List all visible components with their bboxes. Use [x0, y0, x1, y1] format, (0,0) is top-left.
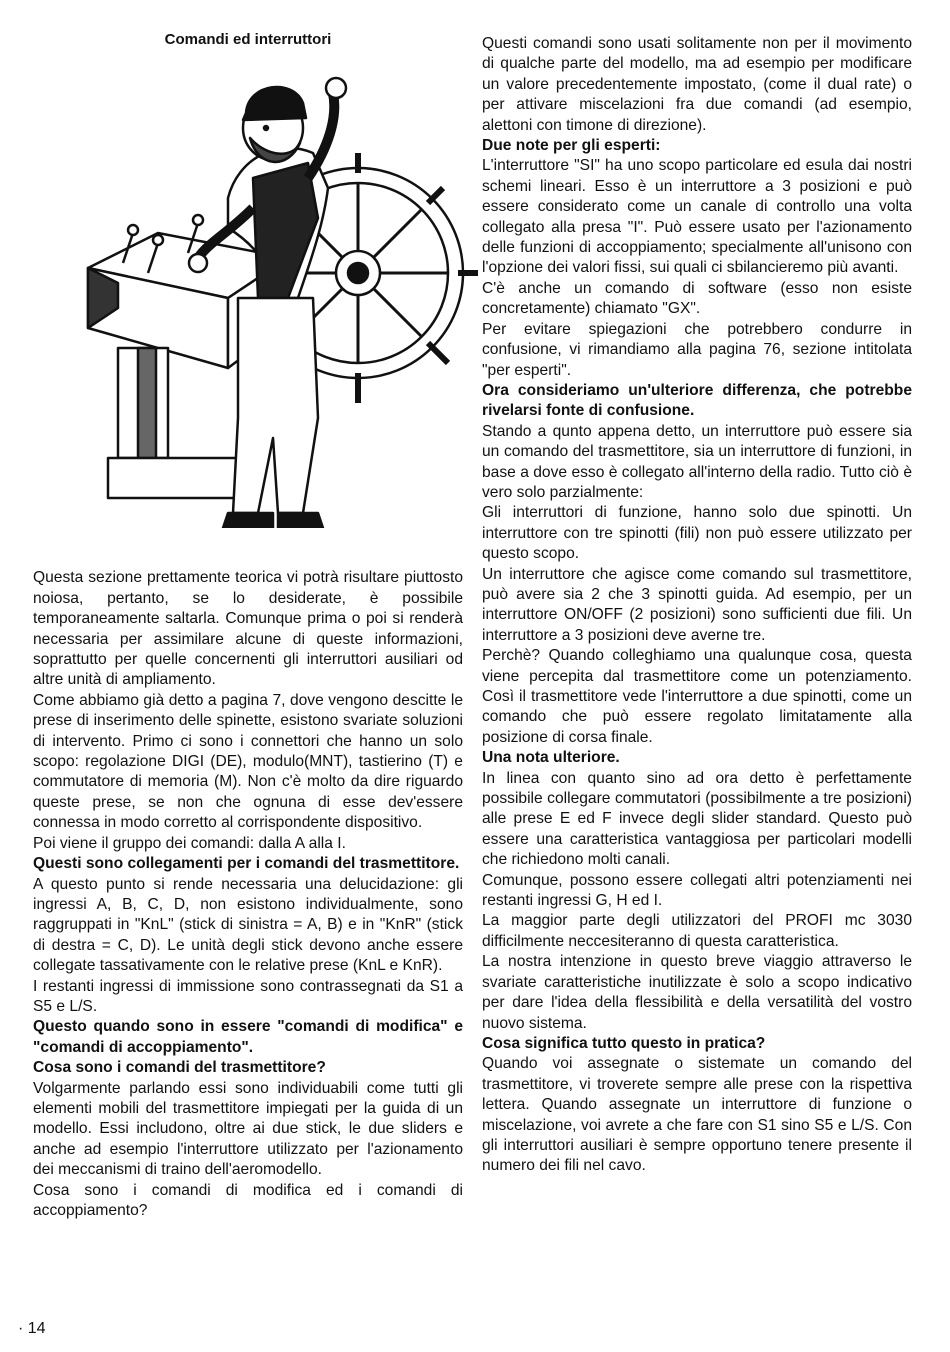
body-paragraph: L'interruttore "SI" ha uno scopo particolare ed esula dai nostri schemi lineari. Esso è un interruttore a 3 posizioni e può essere considerato come un canale di controllo una volta collegato alla presa "I". Può essere usato per l'azionamento delle funzioni di accoppiamento; specialmente all'unisono con l'opzione dei valori fissi, sui quali ci sbilancieremo più avanti. — [482, 157, 912, 277]
body-paragraph: Un interruttore che agisce come comando sul trasmettitore, può avere sia 2 che 3 spinotti guida. Ad esempio, per un interruttore ON/OFF (2 posizioni) sono sufficienti due fili. Un interruttore a 3 posizioni deve averne tre. — [482, 565, 912, 644]
subheading: Ora consideriamo un'ulteriore differenza, che potrebbe rivelarsi fonte di confusione. — [482, 381, 912, 420]
body-paragraph: La nostra intenzione in questo breve viaggio attraverso le svariate caratteristiche inutilizzate è solo a scopo indicativo per dare l'idea della flessibilità e della versatilità del vostro nuovo sistema. — [482, 953, 912, 1032]
page-number: · 14 — [18, 1320, 46, 1337]
right-text-body — [482, 34, 912, 1177]
body-paragraph: Cosa sono i comandi di modifica ed i comandi di accoppiamento? — [33, 1181, 463, 1219]
body-paragraph: I restanti ingressi di immissione sono contrassegnati da S1 a S5 e L/S. — [33, 977, 463, 1015]
body-paragraph: C'è anche un comando di software (esso non esiste concretamente) chiamato "GX". — [482, 279, 912, 318]
subheading: Due note per gli esperti: — [482, 137, 661, 155]
body-paragraph: In linea con quanto sino ad ora detto è perfettamente possibile collegare commutatori (possibilmente a tre posizioni) alle prese E ed F invece degli slider standard. Questo può essere una caratteristica vantaggiosa per particolari modelli che richiedono molti canali. — [482, 769, 912, 869]
body-paragraph: Come abbiamo già detto a pagina 7, dove vengono descitte le prese di inserimento delle spinette, esistono svariate soluzioni di intervento. Primo ci sono i connettori che hanno un solo scopo: regolazione DIGI (DE), modulo(MNT), tastierino (T) e commutatore di memoria (M). Non c'è molto da dire riguardo queste prese, se non che ognuna di esse dev'essere connessa in modo corretto al corrispondente dispositivo. — [33, 691, 463, 832]
body-paragraph: Comunque, possono essere collegati altri potenziamenti nei restanti ingressi G, H ed I. — [482, 871, 912, 910]
body-paragraph: Perchè? Quando colleghiamo una qualunque cosa, questa viene percepita dal trasmettitore come un potenziamento. Così il trasmettitore vede l'interruttore a due spinotti, come un comando che può essere regolato limitatamente alla posizione di corsa finale. — [482, 647, 912, 746]
body-paragraph: Volgarmente parlando essi sono individuabili come tutti gli elementi mobili del trasmettitore impiegati per la guida di un modello. Essi includono, oltre ai due stick, le due sliders e anche ad esempio l'interruttore utilizzato per l'azionamento dei meccanismi di traino dell'aeromodello. — [33, 1079, 463, 1179]
body-paragraph: Stando a qunto appena detto, un interruttore può essere sia un comando del trasmettitore, sia un interruttore di funzioni, in base a dove esso è collegato all'interno della radio. Tutto ciò è vero solo parzialmente: — [482, 422, 912, 501]
section-title: Comandi ed interruttori — [164, 31, 332, 48]
body-paragraph: Poi viene il gruppo dei comandi: dalla A alla I. — [33, 834, 346, 852]
body-paragraph: A questo punto si rende necessaria una delucidazione: gli ingressi A, B, C, D, non esistono individualmente, sono raggruppati in "KnL" (stick di sinistra = A, B) e in "KnR" (stick di destra = C, D). Le unità degli stick devono anche essere collegate tassativamente con le relative prese (KnL e KnR). — [33, 875, 463, 975]
body-paragraph: Questi comandi sono usati solitamente non per il movimento di qualche parte del modello, ma ad esempio per modificare un valore precedentemente impostato, (come il dual rate) o per attivare miscelazioni fra due comandi (ad esempio, alettoni con timone di direzione). — [482, 35, 912, 134]
subheading: Questi sono collegamenti per i comandi del trasmettitore. — [33, 855, 460, 873]
subheading: Questo quando sono in essere "comandi di modifica" e "comandi di accoppiamento". — [33, 1018, 463, 1056]
subheading: Cosa sono i comandi del trasmettitore? — [33, 1059, 326, 1077]
body-paragraph: Gli interruttori di funzione, hanno solo due spinotti. Un interruttore con tre spinotti (fili) non può essere utilizzato per questo scopo. — [482, 504, 912, 563]
body-paragraph: Questa sezione prettamente teorica vi potrà risultare piuttosto noiosa, pertanto, se lo desiderate, è possibile temporaneamente saltarla. Comunque prima o poi si renderà necessaria per assimilare alcune di queste informazioni, soprattutto per quelle concernenti gli interruttori ausiliari od altre unità di ampliamento. — [33, 569, 463, 689]
right-column — [482, 34, 912, 1177]
body-paragraph: Per evitare spiegazioni che potrebbero condurre in confusione, vi rimandiamo alla pagina 76, sezione intitolata "per esperti". — [482, 320, 912, 379]
sailor-at-wheel-illustration — [78, 58, 478, 528]
subheading: Una nota ulteriore. — [482, 749, 620, 767]
left-text-body — [33, 568, 463, 1221]
left-column — [33, 30, 463, 1221]
body-paragraph: La maggior parte degli utilizzatori del PROFI mc 3030 difficilmente neccesiteranno di questa caratteristica. — [482, 912, 912, 950]
subheading: Cosa significa tutto questo in pratica? — [482, 1034, 766, 1052]
body-paragraph: Quando voi assegnate o sistemate un comando del trasmettitore, vi troverete sempre alle prese con la rispettiva lettera. Quando assegnate un interruttore di funzione o miscelazione, voi avrete a che fare con S1 sino S5 e L/S. Con gli interruttori ausiliari è sempre opportuno tenere presente il numero dei fili nel cavo. — [482, 1055, 912, 1175]
